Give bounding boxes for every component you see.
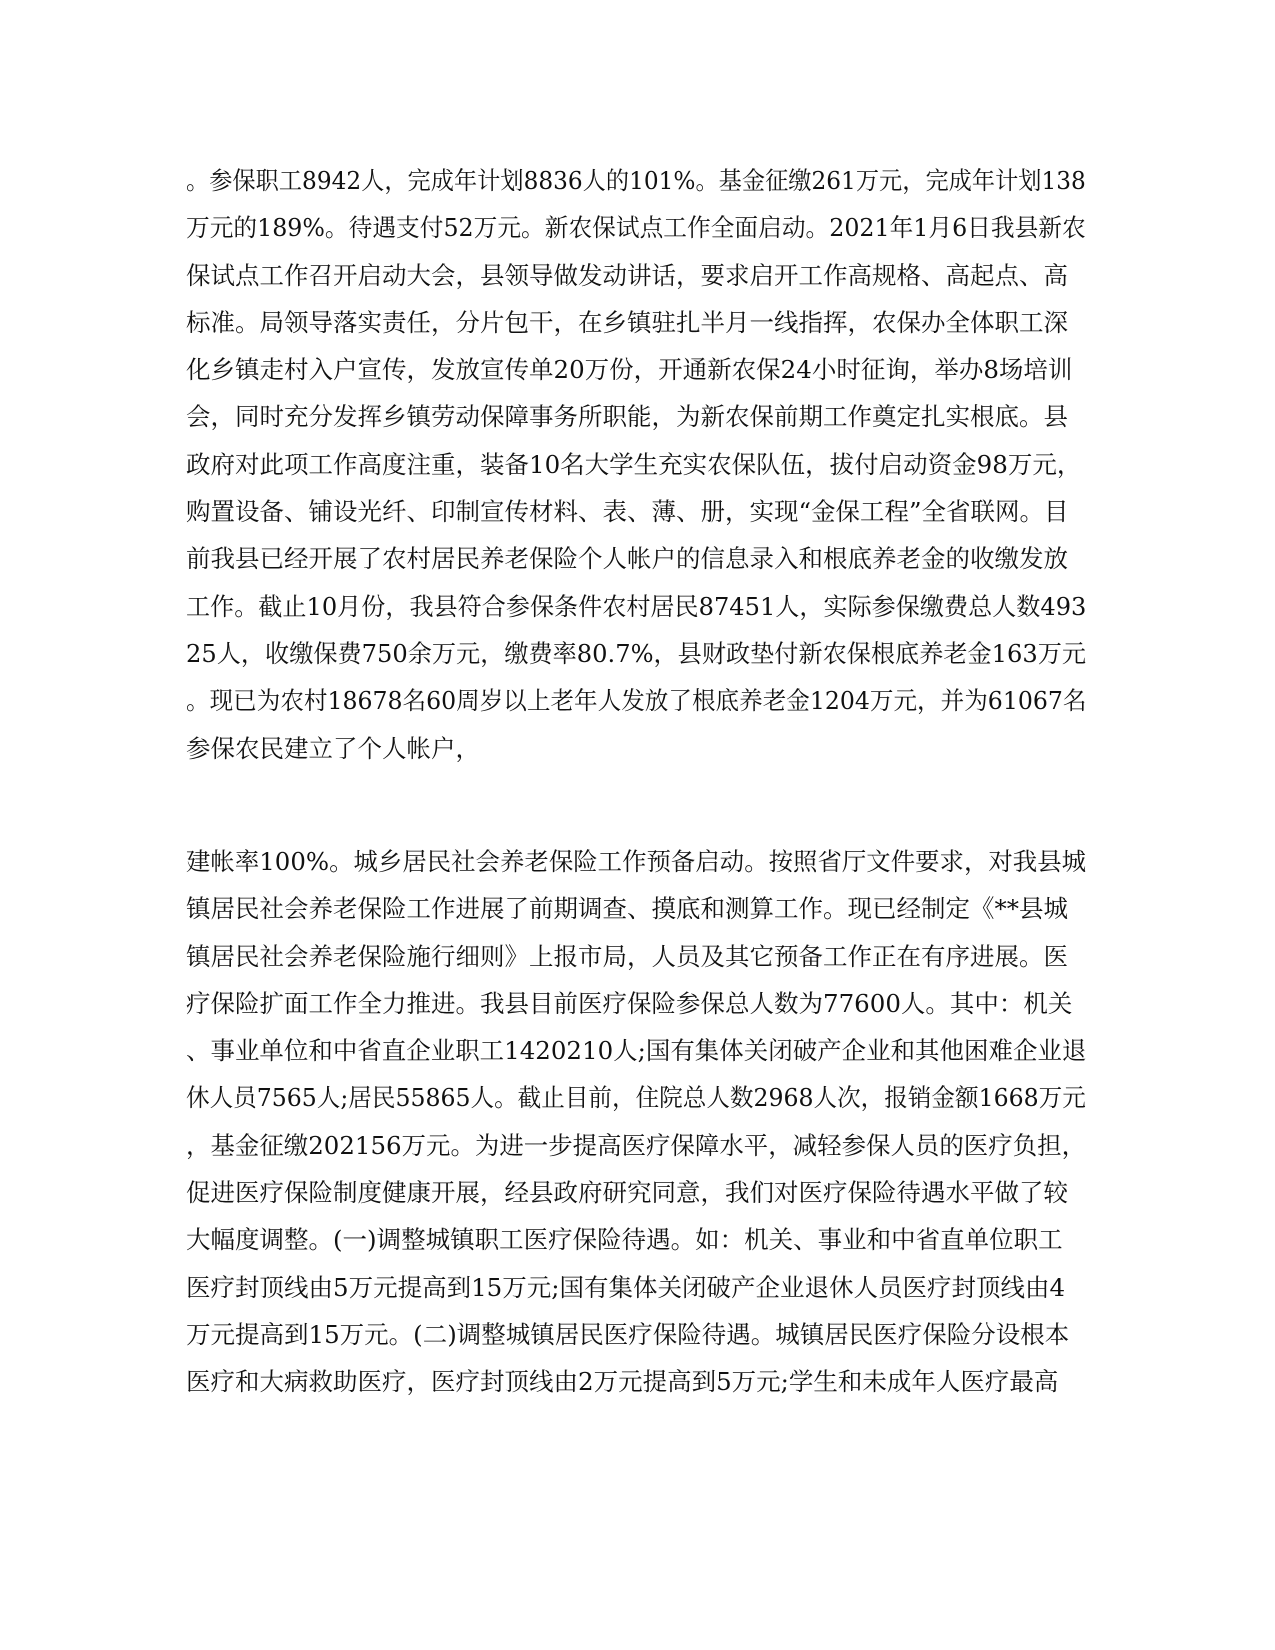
- text-line: 休人员7565人;居民55865人。截止目前，住院总人数2968人次，报销金额1668万元: [186, 1083, 1086, 1113]
- text-line: 。参保职工8942人，完成年计划8836人的101%。基金征缴261万元，完成年计划138: [186, 166, 1086, 195]
- text-line: 促进医疗保险制度健康开展，经县政府研究同意，我们对医疗保险待遇水平做了较: [186, 1178, 1068, 1208]
- text-line: 。现已为农村18678名60周岁以上老年人发放了根底养老金1204万元，并为61067名: [186, 686, 1087, 716]
- text-line: 工作。截止10月份，我县符合参保条件农村居民87451人，实际参保缴费总人数493: [186, 591, 1087, 621]
- text-line: 大幅度调整。(一)调整城镇职工医疗保险待遇。如：机关、事业和中省直单位职工: [186, 1225, 1063, 1255]
- text-line: 保试点工作召开启动大会，县领导做发动讲话，要求启开工作高规格、高起点、高: [186, 260, 1068, 290]
- text-line: 镇居民社会养老保险施行细则》上报市局，人员及其它预备工作正在有序进展。医: [186, 941, 1068, 971]
- paragraph-medical-insurance: [186, 838, 1086, 1406]
- text-line: 医疗封顶线由5万元提高到15万元;国有集体关闭破产企业退休人员医疗封顶线由4: [186, 1272, 1066, 1302]
- paragraph-pension-enrollment: [186, 157, 1086, 772]
- text-line: 标准。局领导落实责任，分片包干，在乡镇驻扎半月一线指挥，农保办全体职工深: [186, 307, 1068, 337]
- text-line: 购置设备、铺设光纤、印制宣传材料、表、薄、册，实现“金保工程”全省联网。目: [186, 497, 1069, 527]
- text-line: 医疗和大病救助医疗，医疗封顶线由2万元提高到5万元;学生和未成年人医疗最高: [186, 1367, 1059, 1397]
- text-line: 、事业单位和中省直企业职工1420210人;国有集体关闭破产企业和其他困难企业退: [186, 1036, 1087, 1066]
- text-line: 化乡镇走村入户宣传，发放宣传单20万份，开通新农保24小时征询，举办8场培训: [186, 355, 1073, 385]
- text-line: 政府对此项工作高度注重，装备10名大学生充实农保队伍，拔付启动资金98万元，: [186, 449, 1082, 479]
- text-line: 万元提高到15万元。(二)调整城镇居民医疗保险待遇。城镇居民医疗保险分设根本: [186, 1319, 1070, 1349]
- text-line: 万元的189%。待遇支付52万元。新农保试点工作全面启动。2021年1月6日我县新农: [186, 213, 1086, 243]
- text-line: 疗保险扩面工作全力推进。我县目前医疗保险参保总人数为77600人。其中：机关: [186, 988, 1073, 1018]
- text-line: 参保农民建立了个人帐户，: [186, 733, 480, 763]
- text-line: 前我县已经开展了农村居民养老保险个人帐户的信息录入和根底养老金的收缴发放: [186, 544, 1068, 574]
- text-line: ，基金征缴202156万元。为进一步提高医疗保障水平，减轻参保人员的医疗负担，: [186, 1130, 1087, 1160]
- text-line: 25人，收缴保费750余万元，缴费率80.7%，县财政垫付新农保根底养老金163万元: [186, 638, 1087, 668]
- text-line: 会，同时充分发挥乡镇劳动保障事务所职能，为新农保前期工作奠定扎实根底。县: [186, 402, 1068, 432]
- text-line: 建帐率100%。城乡居民社会养老保险工作预备启动。按照省厅文件要求，对我县城: [186, 847, 1087, 876]
- text-line: 镇居民社会养老保险工作进展了前期调查、摸底和测算工作。现已经制定《**县城: [186, 894, 1068, 924]
